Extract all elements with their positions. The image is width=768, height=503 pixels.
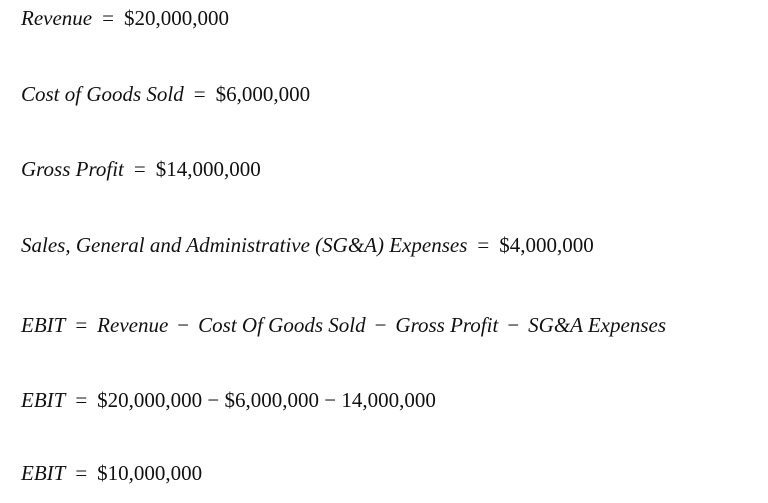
equation-rhs: $20,000,000 − $6,000,000 − 14,000,000 (97, 388, 436, 412)
minus-sign: − (507, 313, 520, 337)
formula-term: SG&A Expenses (528, 313, 666, 337)
equation-ebit-formula (21, 312, 666, 338)
equation-lhs: Cost of Goods Sold (21, 82, 184, 106)
equation-sga (21, 232, 594, 258)
equation-gross-profit (21, 156, 261, 182)
minus-sign: − (177, 313, 190, 337)
equals-sign: = (75, 313, 88, 337)
equation-ebit-substituted (21, 387, 436, 413)
equals-sign: = (193, 82, 206, 106)
equals-sign: = (75, 461, 88, 485)
equation-lhs: Gross Profit (21, 157, 124, 181)
equation-lhs: Revenue (21, 6, 93, 30)
equation-rhs: $14,000,000 (155, 157, 261, 181)
equation-rhs: $4,000,000 (499, 233, 594, 257)
equals-sign: = (133, 157, 146, 181)
equation-lhs: EBIT (21, 313, 66, 337)
equation-rhs: $10,000,000 (97, 461, 203, 485)
equals-sign: = (102, 6, 114, 30)
equation-lhs: EBIT (21, 388, 66, 412)
equals-sign: = (477, 233, 490, 257)
equation-lhs: Sales, General and Administrative (SG&A) Expenses (21, 233, 468, 257)
equation-lhs: EBIT (21, 461, 66, 485)
formula-term: Cost Of Goods Sold (198, 313, 366, 337)
formula-term: Gross Profit (395, 313, 499, 337)
formula-term: Revenue (97, 313, 169, 337)
equation-cogs (21, 81, 310, 107)
minus-sign: − (374, 313, 387, 337)
equation-ebit-result (21, 460, 202, 486)
equation-revenue (21, 5, 229, 31)
equation-rhs: $20,000,000 (123, 6, 229, 30)
equation-rhs: $6,000,000 (215, 82, 311, 106)
equals-sign: = (75, 388, 88, 412)
